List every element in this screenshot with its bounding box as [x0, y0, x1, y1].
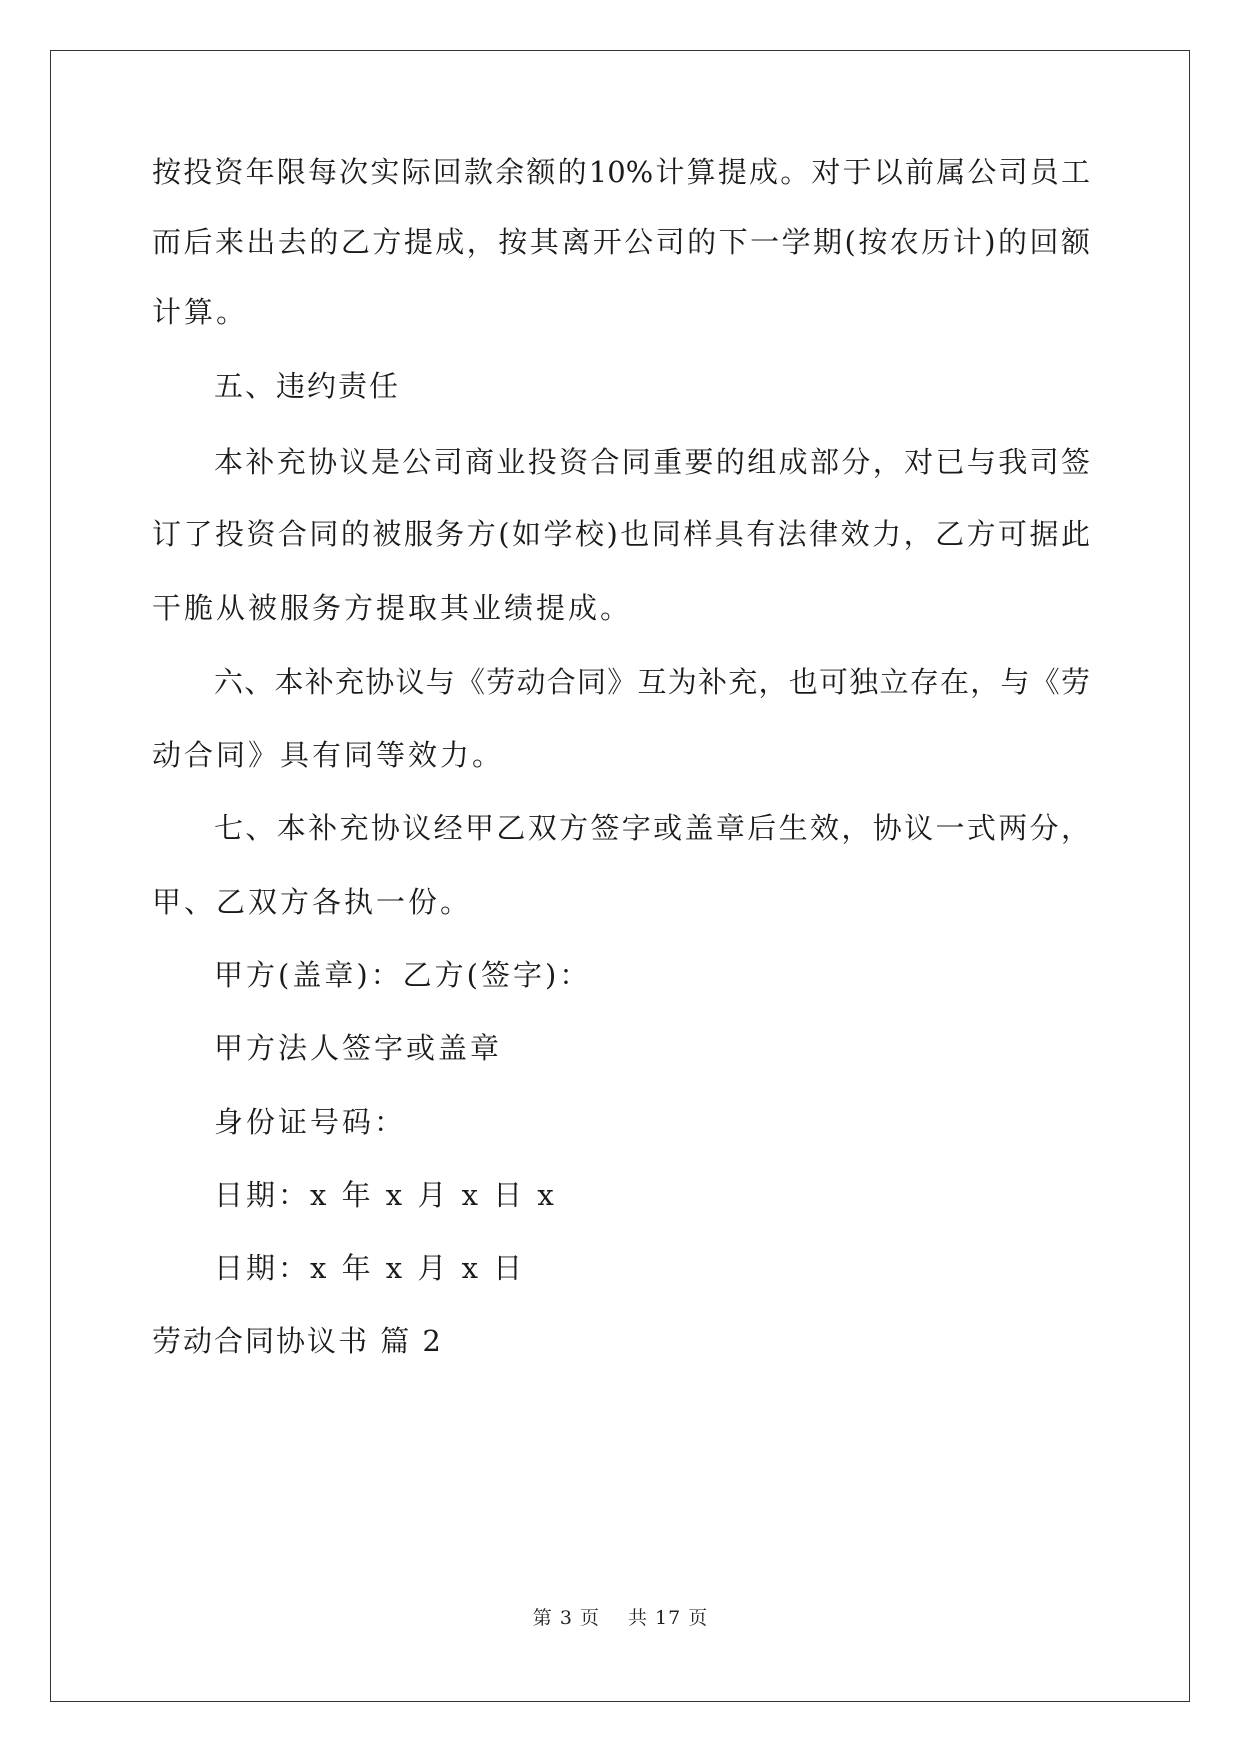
page-total: 共 17 页	[627, 1607, 709, 1629]
page-footer	[0, 1603, 1241, 1630]
date-line: 日期：x 年 x 月 x 日 x	[214, 1178, 557, 1212]
id-number-label: 身份证号码：	[214, 1105, 407, 1139]
paragraph-line: 七、本补充协议经甲乙双方签字或盖章后生效，协议一式两分，	[214, 811, 1090, 845]
paragraph-line: 甲、乙双方各执一份。	[152, 885, 473, 919]
legal-rep-signature: 甲方法人签字或盖章	[214, 1031, 503, 1065]
date-line: 日期：x 年 x 月 x 日	[214, 1251, 526, 1285]
paragraph-line: 而后来出去的乙方提成，按其离开公司的下一学期(按农历计)的回额	[152, 225, 1090, 259]
paragraph-line: 计算。	[152, 295, 249, 329]
paragraph-line: 订了投资合同的被服务方(如学校)也同样具有法律效力，乙方可据此	[152, 517, 1090, 551]
paragraph-line: 本补充协议是公司商业投资合同重要的组成部分，对已与我司签	[214, 445, 1090, 479]
section-title-part-2: 劳动合同协议书 篇 2	[152, 1324, 443, 1358]
paragraph-line: 干脆从被服务方提取其业绩提成。	[152, 591, 633, 625]
page-number: 第 3 页	[532, 1607, 600, 1629]
paragraph-line: 六、本补充协议与《劳动合同》互为补充，也可独立存在，与《劳	[214, 665, 1090, 699]
paragraph-line: 按投资年限每次实际回款余额的10%计算提成。对于以前属公司员工	[152, 155, 1090, 189]
section-heading-breach: 五、违约责任	[214, 369, 401, 403]
signature-parties: 甲方(盖章)：乙方(签字)：	[214, 958, 592, 992]
paragraph-line: 动合同》具有同等效力。	[152, 738, 505, 772]
